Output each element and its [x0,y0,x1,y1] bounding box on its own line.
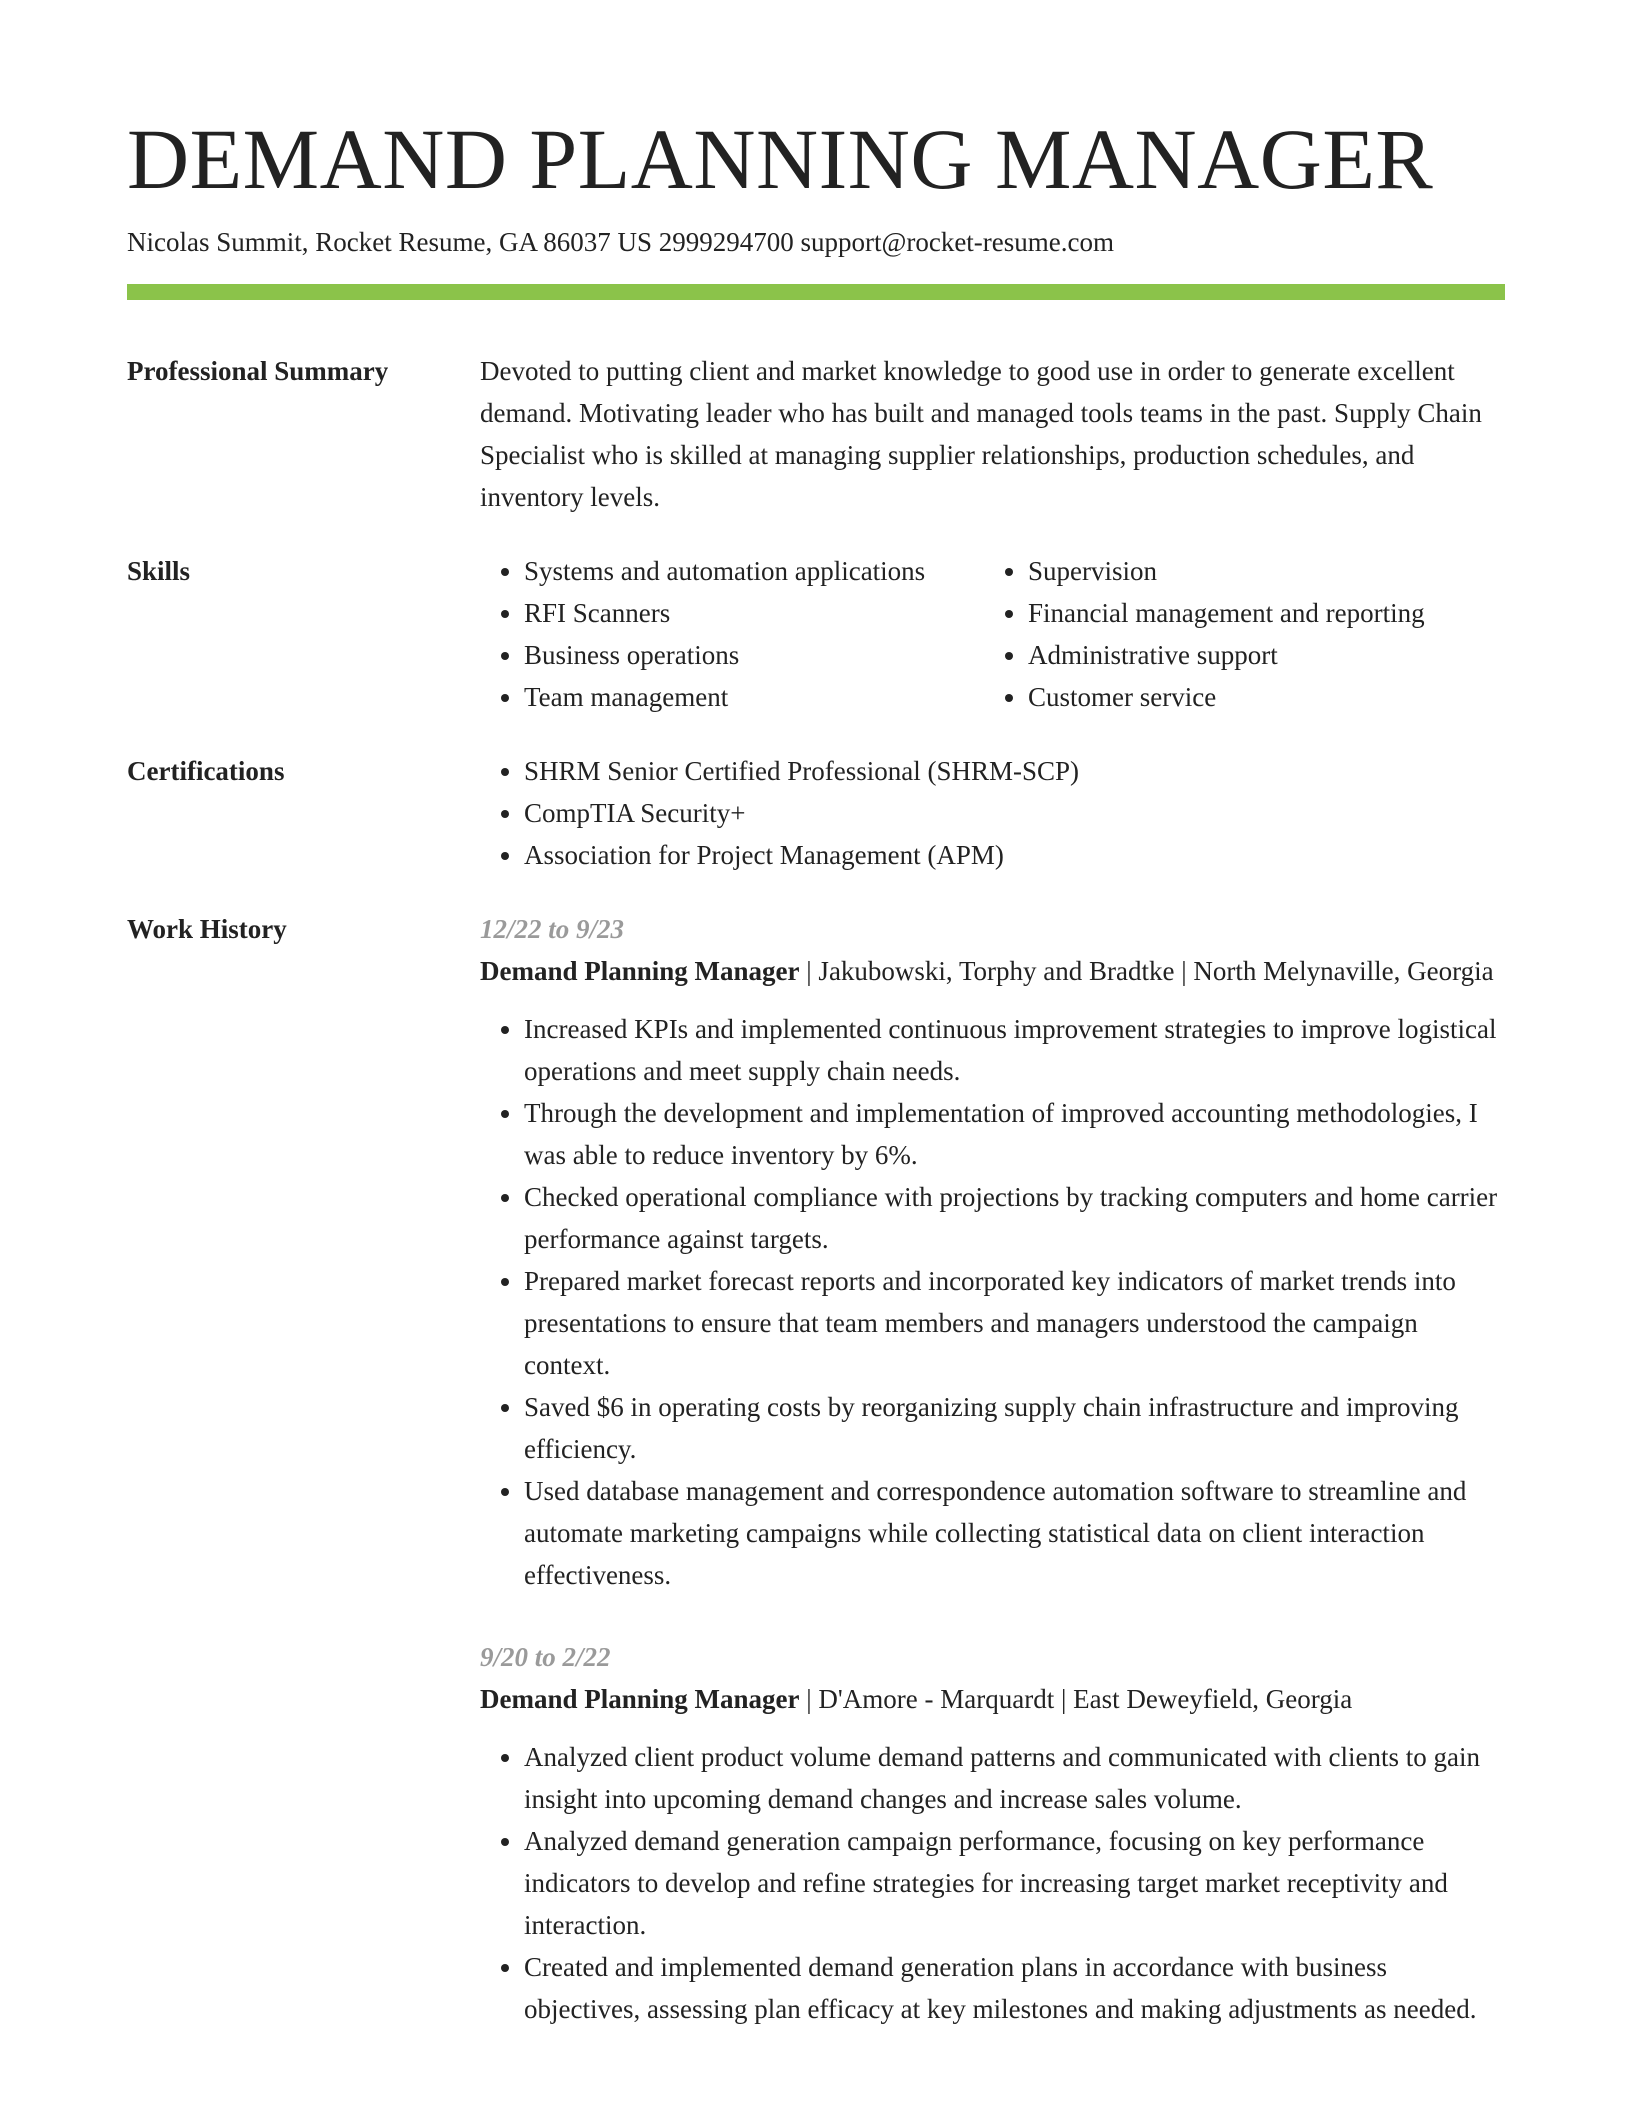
accent-divider [127,284,1505,300]
skills-grid [480,550,1505,718]
job-entry [480,1636,1505,2030]
list-item: • Analyzed client product volume demand patterns and communicated with clients to gain insight into upcoming demand changes and increase sales volume. [524,1736,1505,1820]
resume-title: DEMAND PLANNING MANAGER [127,111,1434,207]
list-item: • Created and implemented demand generation plans in accordance with business objectives, assessing plan efficacy at key milestones and making adjustments as needed. [524,1946,1505,2030]
list-item: • Administrative support [1028,634,1505,676]
skills-list-right [984,550,1505,718]
section-label-summary: Professional Summary [127,355,389,386]
certifications-section [127,750,1505,876]
list-item: • Prepared market forecast reports and incorporated key indicators of market trends into presentations to ensure that team members and managers understood the campaign context. [524,1260,1505,1386]
list-item: • Analyzed demand generation campaign performance, focusing on key performance indicators to develop and refine strategies for increasing target market receptivity and interaction. [524,1820,1505,1946]
list-item: • CompTIA Security+ [524,792,1505,834]
list-item: • Used database management and correspondence automation software to streamline and automate marketing campaigns while collecting statistical data on client interaction effectiveness. [524,1470,1505,1596]
job-details: | D'Amore - Marquardt | East Deweyfield, Georgia [799,1683,1353,1714]
list-item: • Saved $6 in operating costs by reorganizing supply chain infrastructure and improving efficiency. [524,1386,1505,1470]
job-entry [480,908,1505,1596]
certifications-list [480,750,1505,876]
list-item: • Increased KPIs and implemented continuous improvement strategies to improve logistical operations and meet supply chain needs. [524,1008,1505,1092]
section-label-work-history: Work History [127,913,287,944]
summary-text: Devoted to putting client and market knowledge to good use in order to generate excellent demand. Motivating leader who has built and managed tools teams in the past. Supply Chain Specialist who is skilled at managing supplier relationships, production schedules, and inventory levels. [480,355,1482,512]
resume-page [127,110,1505,2070]
job-header [480,1678,1505,1720]
job-header [480,950,1505,992]
list-item: • SHRM Senior Certified Professional (SHRM-SCP) [524,750,1505,792]
list-item: • Through the development and implementation of improved accounting methodologies, I was able to reduce inventory by 6%. [524,1092,1505,1176]
list-item: • Systems and automation applications [524,550,984,592]
section-label-certifications: Certifications [127,755,285,786]
skills-section [127,550,1505,718]
job-title: Demand Planning Manager [480,1683,800,1714]
list-item: • RFI Scanners [524,592,984,634]
list-item: • Association for Project Management (APM) [524,834,1505,876]
summary-section [127,350,1505,518]
contact-line: Nicolas Summit, Rocket Resume, GA 86037 US 2999294700 support@rocket-resume.com [127,226,1115,257]
list-item: • Customer service [1028,676,1505,718]
list-item: • Business operations [524,634,984,676]
job-dates: 12/22 to 9/23 [480,913,625,944]
job-bullets [480,1008,1505,1596]
list-item: • Team management [524,676,984,718]
work-history-section [127,908,1505,2070]
job-title: Demand Planning Manager [480,955,800,986]
job-details: | Jakubowski, Torphy and Bradtke | North Melynaville, Georgia [799,955,1494,986]
list-item: • Financial management and reporting [1028,592,1505,634]
skills-list-left [480,550,984,718]
section-label-skills: Skills [127,555,191,586]
job-dates: 9/20 to 2/22 [480,1641,611,1672]
list-item: • Checked operational compliance with projections by tracking computers and home carrier performance against targets. [524,1176,1505,1260]
list-item: • Supervision [1028,550,1505,592]
job-bullets [480,1736,1505,2030]
